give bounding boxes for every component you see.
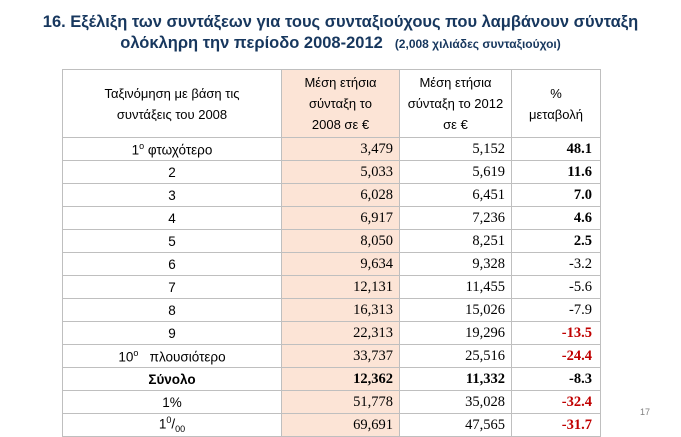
row-label: [63, 368, 282, 391]
percent-change: -32.4: [512, 391, 601, 414]
header-change: [512, 70, 601, 138]
row-label: [63, 414, 282, 437]
title-subtitle: (2,008 χιλιάδες συνταξιούχοι): [394, 37, 561, 51]
percent-change: 7.0: [512, 184, 601, 207]
row-label: [63, 230, 282, 253]
row-label-number: 2: [168, 164, 176, 180]
row-label-number: 5: [168, 233, 176, 249]
pension-table: [62, 69, 601, 437]
table-row: [63, 299, 601, 322]
percent-change: -5.6: [512, 276, 601, 299]
table-row: [63, 322, 601, 345]
value-2012: 5,619: [400, 161, 512, 184]
value-2012: 19,296: [400, 322, 512, 345]
row-label-text: /: [171, 416, 176, 432]
row-label-number: Σύνολο: [148, 371, 196, 387]
percent-change: -8.3: [512, 368, 601, 391]
slide-title: [0, 12, 681, 55]
row-label-number: 3: [168, 187, 176, 203]
value-2008: 6,028: [282, 184, 400, 207]
title-line-2-text: ολόκληρη την περίοδο 2008-2012: [120, 34, 383, 52]
value-2008: 16,313: [282, 299, 400, 322]
value-2012: 11,332: [400, 368, 512, 391]
header-classification-text: Ταξινόμηση με βάση τις συντάξεις του 2008: [104, 85, 240, 122]
value-2008: 69,691: [282, 414, 400, 437]
title-line-1: 16. Εξέλιξη των συντάξεων για τους συνταξιούχους που λαμβάνουν σύνταξη: [42, 13, 639, 31]
value-2012: 11,455: [400, 276, 512, 299]
percent-change: 11.6: [512, 161, 601, 184]
header-change-text: % μεταβολή: [529, 85, 583, 122]
value-2008: 51,778: [282, 391, 400, 414]
header-2012: [400, 70, 512, 138]
row-label-text: πλουσιότερο: [138, 349, 226, 365]
row-label-number: 1: [158, 416, 167, 432]
row-label: [63, 391, 282, 414]
value-2008: 22,313: [282, 322, 400, 345]
row-label-number: 1: [131, 142, 140, 158]
header-row: [63, 70, 601, 138]
table-row: [63, 368, 601, 391]
row-label-subscript: 00: [175, 424, 186, 435]
value-2012: 35,028: [400, 391, 512, 414]
row-label-number: 10: [118, 349, 134, 365]
percent-change: -24.4: [512, 345, 601, 368]
row-label: [63, 207, 282, 230]
value-2008: 3,479: [282, 138, 400, 161]
value-2012: 15,026: [400, 299, 512, 322]
value-2012: 9,328: [400, 253, 512, 276]
table-row: [63, 184, 601, 207]
value-2008: 33,737: [282, 345, 400, 368]
table-row: [63, 345, 601, 368]
row-label-number: 1%: [162, 394, 182, 410]
row-label-number: 7: [168, 279, 176, 295]
percent-change: -3.2: [512, 253, 601, 276]
table-row: [63, 161, 601, 184]
row-label: [63, 276, 282, 299]
table-row: [63, 207, 601, 230]
row-label: [63, 161, 282, 184]
title-line-2: [0, 33, 681, 55]
table-row: [63, 138, 601, 161]
percent-change: 4.6: [512, 207, 601, 230]
percent-change: 2.5: [512, 230, 601, 253]
row-label: [63, 322, 282, 345]
header-2008-text: Μέση ετήσια σύνταξη το 2008 σε €: [304, 75, 377, 132]
table-body: [63, 138, 601, 437]
row-label: [63, 299, 282, 322]
table-row: [63, 391, 601, 414]
page-number: 17: [640, 407, 651, 417]
percent-change: -13.5: [512, 322, 601, 345]
percent-change: -31.7: [512, 414, 601, 437]
row-label-number: 9: [168, 325, 176, 341]
row-label: [63, 253, 282, 276]
header-classification: [63, 70, 282, 138]
value-2008: 12,131: [282, 276, 400, 299]
row-label-number: 4: [168, 210, 176, 226]
row-label-superscript: ο: [133, 347, 139, 358]
row-label-text: φτωχότερο: [144, 142, 213, 158]
value-2008: 6,917: [282, 207, 400, 230]
row-label: [63, 184, 282, 207]
row-label-superscript: ο: [139, 140, 145, 151]
percent-change: -7.9: [512, 299, 601, 322]
row-label-number: 8: [168, 302, 176, 318]
header-2008: [282, 70, 400, 138]
table-row: [63, 276, 601, 299]
value-2012: 8,251: [400, 230, 512, 253]
value-2012: 25,516: [400, 345, 512, 368]
value-2012: 6,451: [400, 184, 512, 207]
percent-change: 48.1: [512, 138, 601, 161]
value-2008: 12,362: [282, 368, 400, 391]
table-row: [63, 230, 601, 253]
value-2012: 7,236: [400, 207, 512, 230]
row-label: [63, 138, 282, 161]
value-2008: 8,050: [282, 230, 400, 253]
value-2012: 5,152: [400, 138, 512, 161]
table-row: [63, 414, 601, 437]
value-2012: 47,565: [400, 414, 512, 437]
value-2008: 5,033: [282, 161, 400, 184]
row-label-number: 6: [168, 256, 176, 272]
table-row: [63, 253, 601, 276]
header-2012-text: Μέση ετήσια σύνταξη το 2012 σε €: [407, 75, 504, 132]
row-label: [63, 345, 282, 368]
row-label-superscript: 0: [166, 415, 172, 426]
value-2008: 9,634: [282, 253, 400, 276]
